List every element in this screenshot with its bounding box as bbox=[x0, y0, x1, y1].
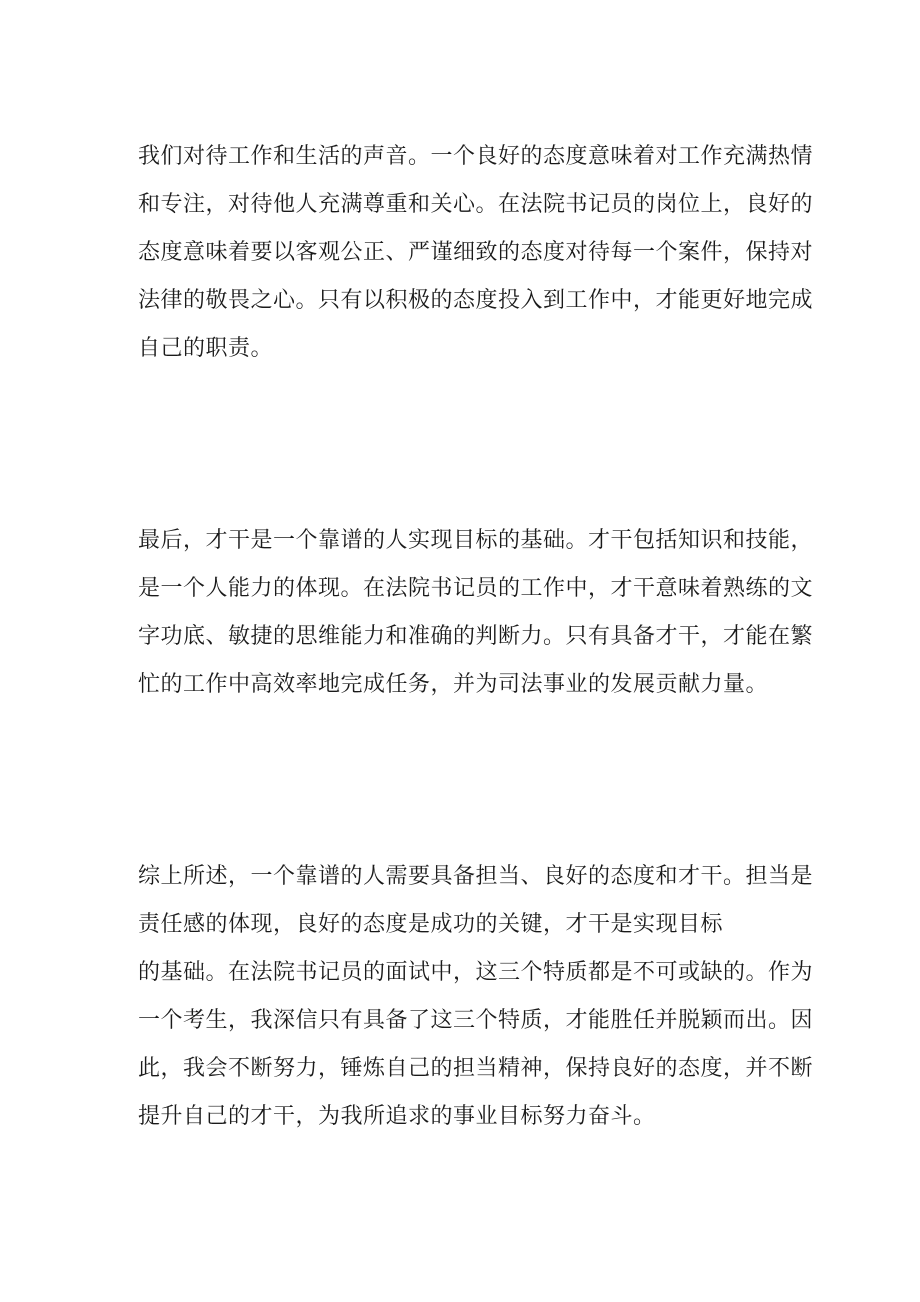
text-line: 字功底、敏捷的思维能力和准确的判断力。只有具备才干，才能在繁 bbox=[138, 624, 814, 649]
text-line: 态度意味着要以客观公正、严谨细致的态度对待每一个案件，保持对 bbox=[138, 240, 814, 265]
text-line: 忙的工作中高效率地完成任务，并为司法事业的发展贡献力量。 bbox=[138, 672, 769, 697]
text-line: 一个考生，我深信只有具备了这三个特质，才能胜任并脱颖而出。因 bbox=[138, 1008, 814, 1033]
text-line: 责任感的体现，良好的态度是成功的关键，才干是实现目标 bbox=[138, 912, 724, 937]
text-line: 我们对待工作和生活的声音。一个良好的态度意味着对工作充满热情 bbox=[138, 144, 814, 169]
text-line: 此，我会不断努力，锤炼自己的担当精神，保持良好的态度，并不断 bbox=[138, 1056, 814, 1081]
text-line: 的基础。在法院书记员的面试中，这三个特质都是不可或缺的。作为 bbox=[138, 960, 814, 985]
text-line: 综上所述，一个靠谱的人需要具备担当、良好的态度和才干。担当是 bbox=[138, 864, 814, 889]
text-line: 自己的职责。 bbox=[138, 336, 274, 361]
text-line: 和专注，对待他人充满尊重和关心。在法院书记员的岗位上，良好的 bbox=[138, 192, 814, 217]
text-line: 最后，才干是一个靠谱的人实现目标的基础。才干包括知识和技能， bbox=[138, 528, 814, 553]
text-line: 提升自己的才干，为我所追求的事业目标努力奋斗。 bbox=[138, 1104, 656, 1129]
text-line: 法律的敬畏之心。只有以积极的态度投入到工作中，才能更好地完成 bbox=[138, 288, 814, 313]
text-line: 是一个人能力的体现。在法院书记员的工作中，才干意味着熟练的文 bbox=[138, 576, 814, 601]
